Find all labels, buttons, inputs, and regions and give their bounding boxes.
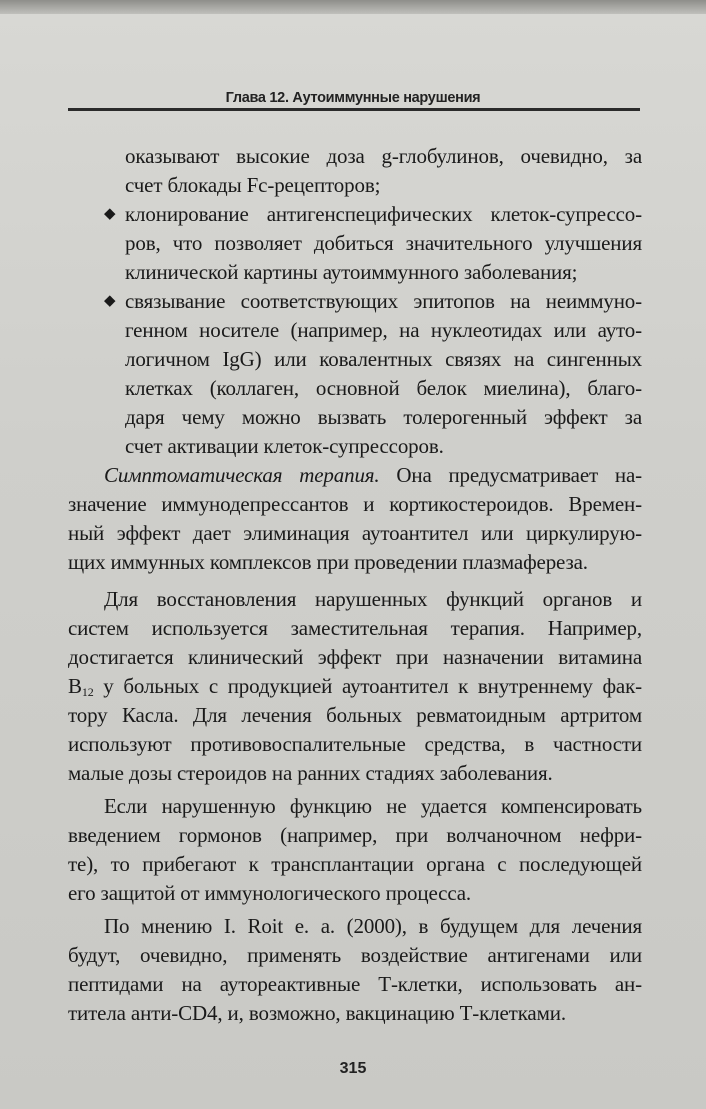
page-top-edge (0, 0, 706, 14)
paragraph-line: те), то прибегают к трансплантации органа с последующей (68, 852, 642, 876)
list-item-line: счет активации клеток-супрессоров. (125, 434, 444, 458)
list-item-line: ров, что позволяет добиться значительного улучшения (125, 231, 642, 255)
list-item (68, 200, 642, 287)
list-item-line: логичном IgG) или ковалентных связях на сингенных (125, 347, 642, 371)
page-number: 315 (339, 1060, 367, 1077)
paragraph-line: Если нарушенную функцию не удается компенсировать (104, 794, 642, 818)
running-head: Глава 12. Аутоиммунные нарушения (225, 90, 481, 106)
paragraph-line: Для восстановления нарушенных функций органов и (104, 587, 642, 611)
header-rule (68, 108, 640, 111)
list-item-line (68, 287, 642, 316)
paragraph-line: используют противовоспалительные средства, в частности (68, 732, 642, 756)
list-item-line: даря чему можно вызвать толерогенный эффект за (125, 405, 642, 429)
paragraph-line: По мнению I. Roit e. a. (2000), в будущем для лечения (104, 914, 642, 938)
paragraph-symptomatic-therapy (68, 461, 642, 577)
paragraph-replacement-therapy (68, 585, 642, 788)
paragraph-line: значение иммунодепрессантов и кортикостероидов. Времен- (68, 492, 642, 516)
paragraph-line (68, 672, 642, 701)
paragraph-line: титела анти-CD4, и, возможно, вакцинацию Т-клетками. (68, 1001, 566, 1025)
paragraph-transplantation (68, 792, 642, 908)
list-item-line: счет блокады Fc-рецепторов; (125, 173, 381, 197)
list-item-line: оказывают высокие доза g-глобулинов, очевидно, за (125, 144, 642, 168)
paragraph-line: его защитой от иммунологического процесса. (68, 881, 472, 905)
list-item-line: клинической картины аутоиммунного заболевания; (125, 260, 578, 284)
vitamin-b-letter: B (68, 674, 82, 698)
bullet-diamond-icon: ◆ (104, 206, 116, 222)
list-item-text: связывание соответствующих эпитопов на неиммуно- (125, 289, 642, 313)
paragraph-line (68, 461, 642, 490)
paragraph-future-treatment (68, 912, 642, 1028)
bullet-diamond-icon: ◆ (104, 293, 116, 309)
paragraph-line: щих иммунных комплексов при проведении плазмафереза. (68, 550, 588, 574)
list-item-line (68, 200, 642, 229)
paragraph-line: систем используется заместительная терапия. Например, (68, 616, 642, 640)
list-item-line: клетках (коллаген, основной белок миелина), благо- (125, 376, 642, 400)
paragraph-line: пептидами на аутореактивные Т-клетки, использовать ан- (68, 972, 642, 996)
list-item-text: клонирование антигенспецифических клеток-супрессо- (125, 202, 642, 226)
body-text (68, 142, 642, 1028)
paragraph-line: достигается клинический эффект при назначении витамина (68, 645, 642, 669)
list-item (68, 287, 642, 461)
list-item-line: генном носителе (например, на нуклеотидах или ауто- (125, 318, 642, 342)
paragraph-line: тору Касла. Для лечения больных ревматоидным артритом (68, 703, 642, 727)
paragraph-line: малые дозы стероидов на ранних стадиях заболевания. (68, 761, 553, 785)
paragraph-line: введением гормонов (например, при волчаночном нефри- (68, 823, 642, 847)
paragraph-line: ный эффект дает элиминация аутоантител или циркулирую- (68, 521, 642, 545)
paragraph-line: будут, очевидно, применять воздействие антигенами или (68, 943, 642, 967)
italic-term: Симптоматическая терапия. (104, 463, 380, 487)
paragraph-text: у больных с продукцией аутоантител к внутреннему фак- (93, 674, 642, 698)
paragraph-text: Она предусматривает на- (379, 463, 642, 487)
vitamin-b-subscript: 12 (81, 685, 94, 699)
